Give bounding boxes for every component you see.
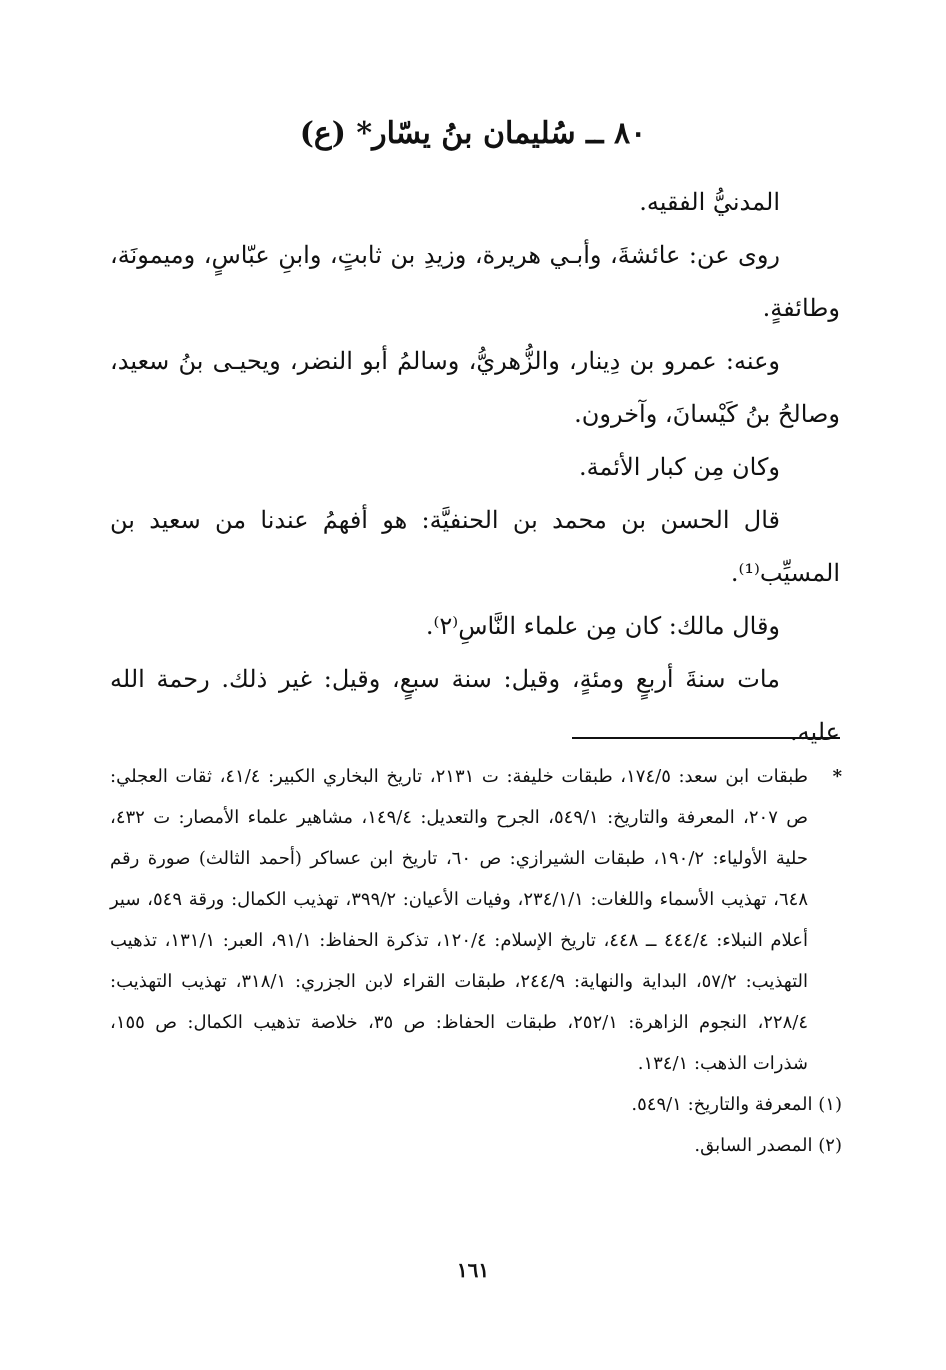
paragraph-death: مات سنةَ أربعٍ ومئةٍ، وقيل: سنة سبعٍ، وقيل: غير ذلك. رحمة الله عليه. — [110, 665, 840, 746]
footnote-sources — [110, 756, 842, 1084]
paragraph-nisba: المدنيُّ الفقيه. — [639, 188, 780, 216]
paragraph-narrated-from: روى عن: عائشةَ، وأبـي هريرة، وزيدِ بن ثابتٍ، وابنِ عبّاسٍ، وميمونَة، وطائفةٍ. — [110, 241, 840, 322]
entry-title: ٨٠ ــ سُليمان بنُ يسّار* (ع) — [299, 116, 647, 151]
footnotes-section — [110, 756, 842, 1166]
page-number: ١٦١ — [456, 1258, 490, 1282]
footnote-2: (٢) المصدر السابق. — [694, 1135, 842, 1156]
footnote-1: (١) المعرفة والتاريخ: ٥٤٩/١. — [631, 1094, 842, 1115]
paragraph-hasan-quote: قال الحسن بن محمد بن الحنفيَّة: هو أفهمُ عندنا من سعيد بن المسيِّب⁽¹⁾. — [110, 506, 840, 587]
paragraph-status: وكان مِن كبار الأئمة. — [579, 453, 780, 481]
footnote-sources-text: طبقات ابن سعد: ١٧٤/٥، طبقات خليفة: ت ٢١٣١، تاريخ البخاري الكبير: ٤١/٤، ثقات العجلي: ص ٢٠٧، المعرفة والتاريخ: ٥٤٩/١، الجرح والتعديل: ١٤٩/٤، مشاهير علماء الأمصار: ت ٤٣٢، حلية الأولياء: ١٩٠/٢، طبقات الشيرازي: ص ٦٠، تاريخ ابن عساكر (أحمد الثالث) صورة رقم ٦٤٨، تهذيب الأسماء واللغات: ٢٣٤/١/١، وفيات الأعيان: ٣٩٩/٢، تهذيب الكمال: ورقة ٥٤٩، سير أعلام النبلاء: ٤٤٤/٤ ــ ٤٤٨، تاريخ الإسلام: ١٢٠/٤، تذكرة الحفاظ: ٩١/١، العبر: ١٣١/١، تذهيب التهذيب: ٥٧/٢، البداية والنهاية: ٢٤٤/٩، طبقات القراء لابن الجزري: ٣١٨/١، تهذيب التهذيب: ٢٢٨/٤، النجوم الزاهرة: ٢٥٢/١، طبقات الحفاظ: ص ٣٥، خلاصة تذهيب الكمال: ص ١٥٥، شذرات الذهب: ١٣٤/١. — [110, 766, 809, 1074]
footnote-star-marker: * — [832, 766, 842, 787]
paragraph-malik-quote: وقال مالك: كان مِن علماء النَّاسِ⁽٢⁾. — [425, 612, 780, 640]
paragraph-narrators: وعنه: عمرو بن دِينار، والزُّهريُّ، وسالمُ أبو النضر، ويحيـى بنُ سعيد، وصالحُ بنُ كَيْسانَ، وآخرون. — [110, 347, 840, 428]
footnote-divider — [572, 737, 840, 739]
entry-body — [110, 176, 840, 759]
